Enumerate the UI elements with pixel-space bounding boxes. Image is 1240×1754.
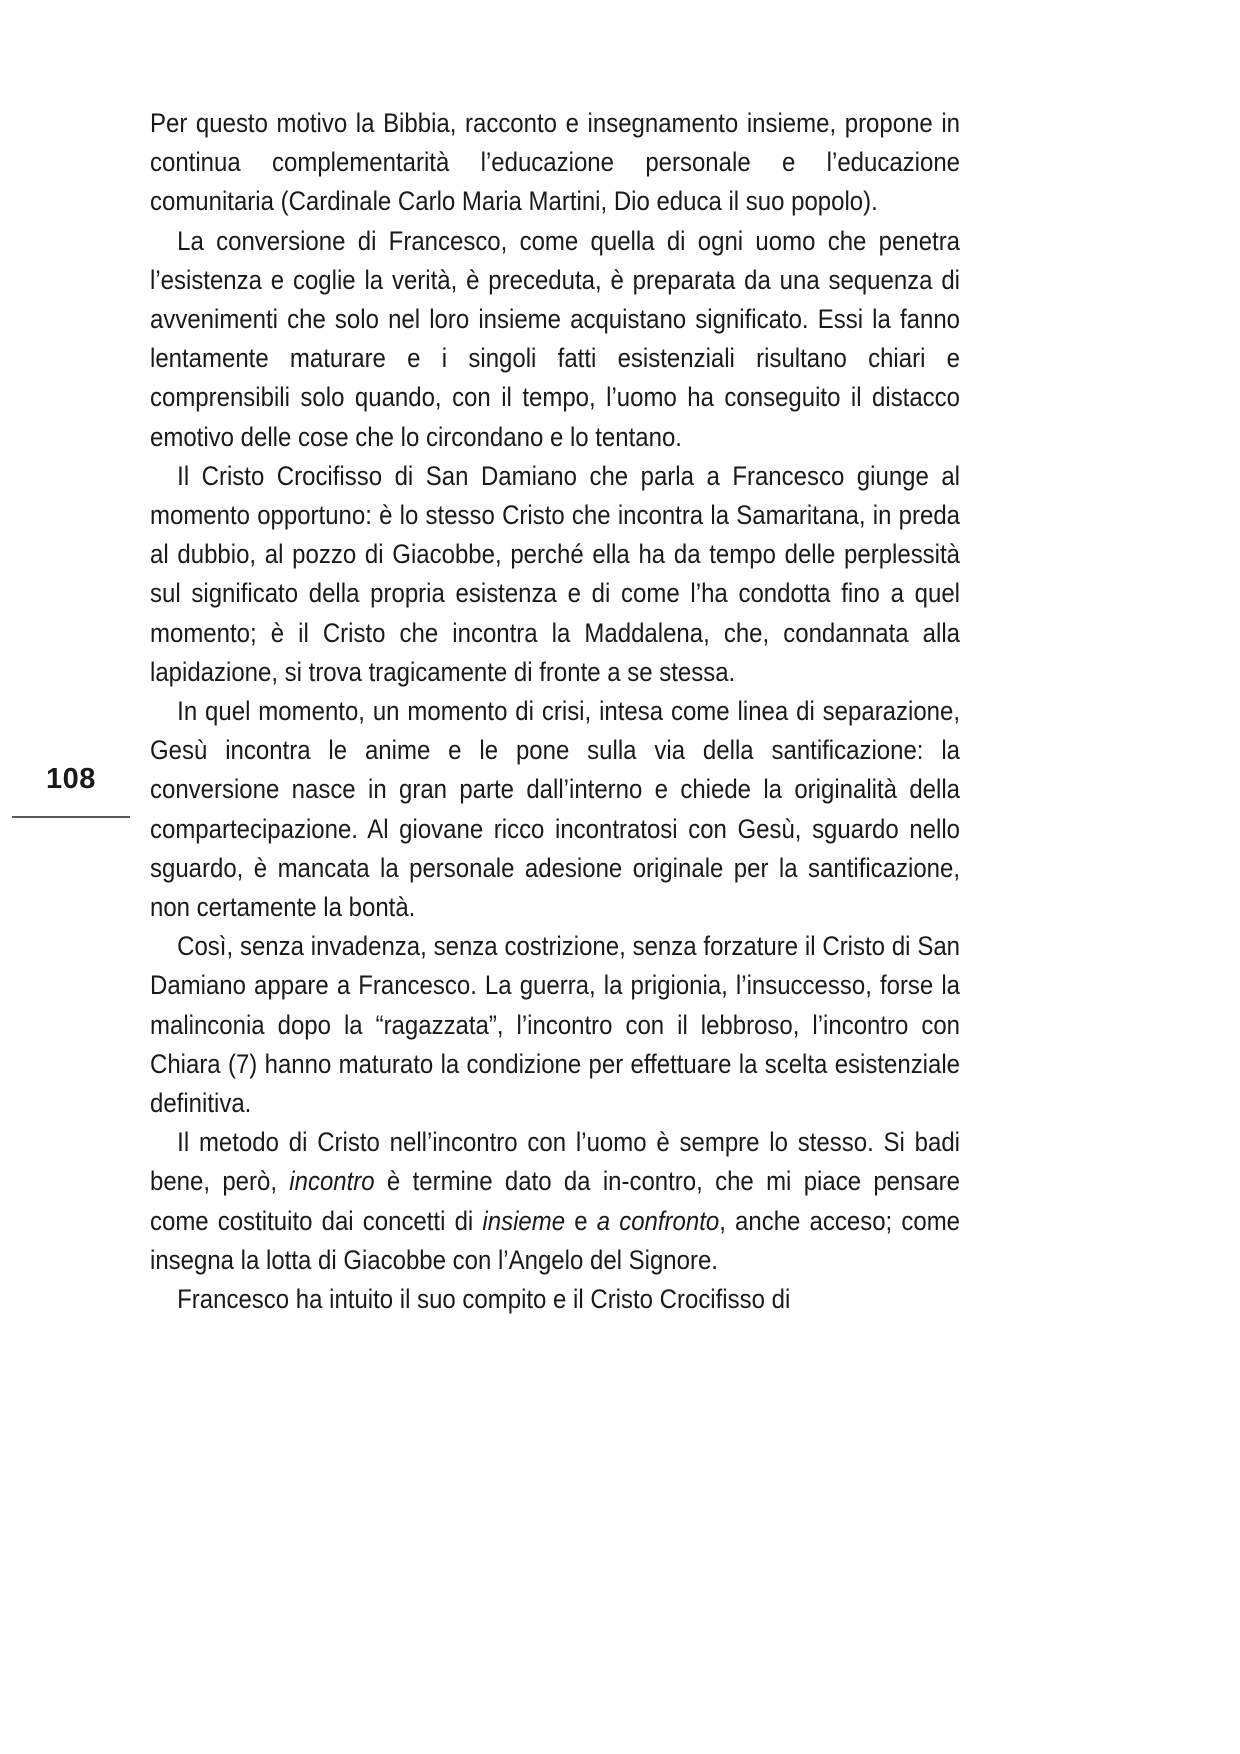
paragraph-6 xyxy=(150,1123,960,1280)
paragraph-3-text: Il Cristo Crocifisso di San Damiano che parla a Francesco giunge al momento opportuno: è lo stesso Cristo che incontra la Samaritana, in preda al dubbio, al pozzo di Giacobbe, perché ella ha da tempo delle perplessità sul significato della propria esistenza e di come l’ha condotta fino a quel momento; è il Cristo che incontra la Maddalena, che, condannata alla lapidazione, si trova tragicamente di fronte a se stessa. xyxy=(150,460,961,687)
segment-text: è termine dato da in-contro, che mi piace pensare come costituito dai concetti di xyxy=(150,1166,961,1236)
paragraph-3 xyxy=(150,457,960,692)
paragraph-2 xyxy=(150,222,960,457)
paragraph-4-text: In quel momento, un momento di crisi, intesa come linea di separazione, Gesù incontra le anime e le pone sulla via della santificazione: la conversione nasce in gran parte dall’interno e chiede la originalità della compartecipazione. Al giovane ricco incontratosi con Gesù, sguardo nello sguardo, è mancata la personale adesione originale per la santificazione, non certamente la bontà. xyxy=(150,696,961,923)
segment-text: e xyxy=(565,1205,597,1236)
emphasis-incontro: incontro xyxy=(289,1166,375,1197)
paragraph-1-text: Per questo motivo la Bibbia, racconto e insegnamento insieme, propone in continua complementarità l’educazione personale e l’educazione comunitaria (Cardinale Carlo Maria Martini, Dio educa il suo popolo). xyxy=(150,108,961,217)
folio-divider xyxy=(12,816,130,818)
segment-text: , anche acceso; come insegna la lotta di Giacobbe con l’Angelo del Signore. xyxy=(150,1205,961,1275)
page-folio xyxy=(12,762,130,818)
emphasis-a-confronto: a confronto xyxy=(596,1205,720,1236)
paragraph-7 xyxy=(150,1280,960,1319)
emphasis-insieme: insieme xyxy=(482,1205,566,1236)
body-text-column xyxy=(150,104,960,1319)
paragraph-2-text: La conversione di Francesco, come quella di ogni uomo che penetra l’esistenza e coglie la verità, è preceduta, è preparata da una sequenza di avvenimenti che solo nel loro insieme acquistano significato. Essi la fanno lentamente maturare e i singoli fatti esistenziali risultano chiari e comprensibili solo quando, con il tempo, l’uomo ha conseguito il distacco emotivo delle cose che lo circondano e lo tentano. xyxy=(150,225,961,452)
paragraph-7-text: Francesco ha intuito il suo compito e il Cristo Crocifisso di xyxy=(177,1284,791,1315)
paragraph-4 xyxy=(150,692,960,927)
paragraph-5-text: Così, senza invadenza, senza costrizione, senza forzature il Cristo di San Damiano appare a Francesco. La guerra, la prigionia, l’insuccesso, forse la malinconia dopo la “ragazzata”, l’incontro con il lebbroso, l’incontro con Chiara (7) hanno maturato la condizione per effettuare la scelta esistenziale definitiva. xyxy=(150,931,961,1119)
paragraph-6-text xyxy=(150,1123,960,1280)
segment-text: Il metodo di Cristo nell’incontro con l’uomo è sempre lo stesso. Si badi bene, però, xyxy=(150,1127,961,1197)
page-number: 108 xyxy=(46,763,96,795)
paragraph-5 xyxy=(150,927,960,1123)
paragraph-1 xyxy=(150,104,960,222)
